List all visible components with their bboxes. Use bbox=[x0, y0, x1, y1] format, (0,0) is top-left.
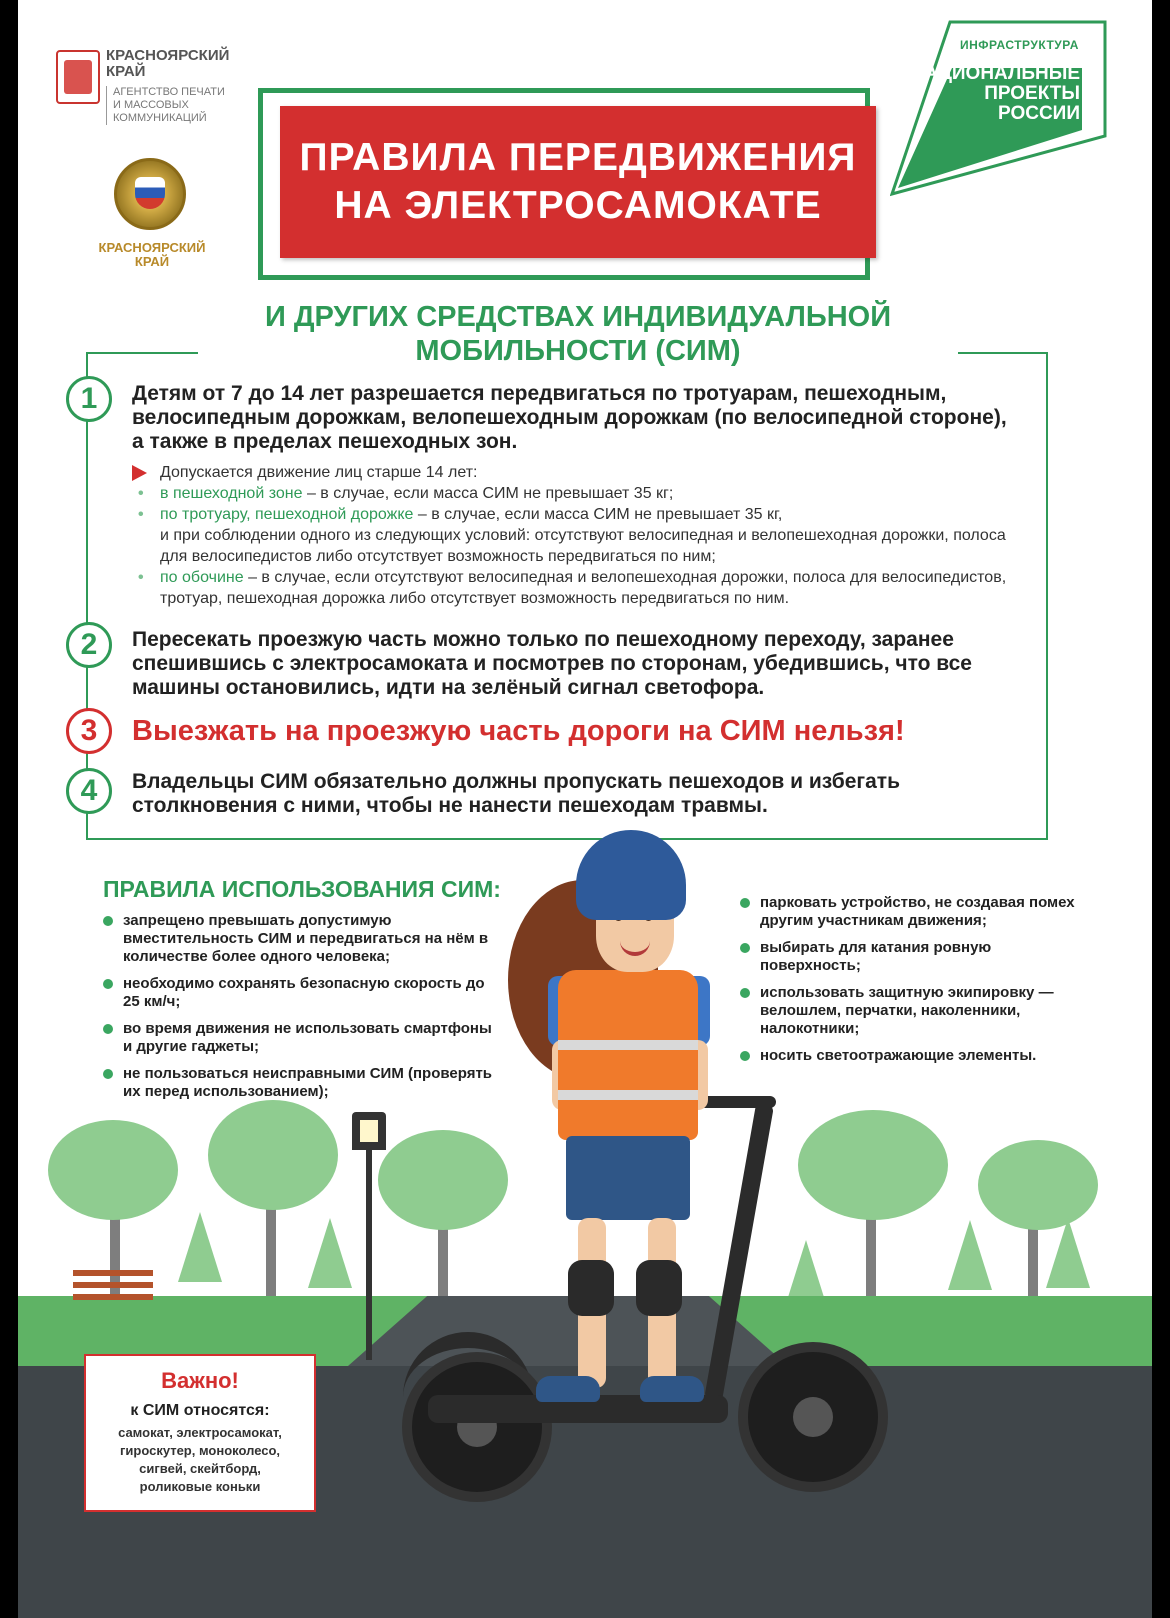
police-emblem bbox=[92, 158, 212, 273]
important-list: самокат, электросамокат, гироскутер, моноколесо, сигвей, скейтборд, роликовые коньки bbox=[118, 1425, 282, 1494]
tree-icon bbox=[978, 1140, 1098, 1230]
sub-rule-item: • по тротуару, пешеходной дорожке – в случае, если масса СИМ не превышает 35 кг, bbox=[138, 506, 783, 523]
subtitle: И ДРУГИХ СРЕДСТВАХ ИНДИВИДУАЛЬНОЙ МОБИЛЬНОСТИ (СИМ) bbox=[198, 300, 958, 368]
rule-text-4: Владельцы СИМ обязательно должны пропускать пешеходов и избегать столкновения с ними, чтобы не нанести пешеходам травмы. bbox=[132, 770, 900, 817]
sub-rules bbox=[132, 462, 1032, 609]
important-box bbox=[84, 1354, 316, 1512]
bullet-dot-icon bbox=[103, 916, 113, 926]
coat-of-arms-icon bbox=[56, 50, 100, 104]
main-title: ПРАВИЛА ПЕРЕДВИЖЕНИЯ НА ЭЛЕКТРОСАМОКАТЕ bbox=[299, 136, 857, 227]
knee-pad-icon bbox=[568, 1260, 614, 1316]
list-item: во время движения не использовать смартфоны и другие гаджеты; bbox=[103, 1020, 493, 1056]
important-subtitle: к СИМ относятся: bbox=[130, 1402, 270, 1419]
bullet-icon: • bbox=[138, 569, 144, 586]
knee-pad-icon bbox=[636, 1260, 682, 1316]
sub-rule-item: • по обочине – в случае, если отсутствуют велосипедная и велопешеходная дорожки, полоса для велосипедистов, тротуар, пешеходная дорожка либо отсутствует возможность передвигаться по ним. bbox=[138, 569, 1007, 607]
sub-rule-item: • в пешеходной зоне – в случае, если масса СИМ не превышает 35 кг; bbox=[138, 485, 674, 502]
lamp-glass bbox=[360, 1120, 378, 1142]
tree-icon bbox=[798, 1110, 948, 1220]
tree-icon bbox=[48, 1120, 178, 1220]
bullet-dot-icon bbox=[103, 1024, 113, 1034]
rule-number-4: 4 bbox=[66, 768, 112, 814]
rule-number-2: 2 bbox=[66, 622, 112, 668]
important-title: Важно! bbox=[161, 1368, 239, 1393]
national-projects-label: ИНФРАСТРУКТУРА bbox=[960, 38, 1079, 52]
shoe-icon bbox=[640, 1376, 704, 1402]
triangle-marker-icon bbox=[132, 465, 147, 481]
national-projects-text: НАЦИОНАЛЬНЫЕ ПРОЕКТЫ РОССИИ bbox=[910, 63, 1080, 124]
tree-icon bbox=[208, 1100, 338, 1210]
girl-shorts bbox=[566, 1136, 690, 1220]
pine-tree-icon bbox=[178, 1212, 222, 1282]
sub-rule-extra: и при соблюдении одного из следующих условий: отсутствуют велосипедная и велопешеходная дорожки, полоса для велосипедистов либо отсутствует возможность передвигаться по ним; bbox=[160, 527, 1006, 565]
tree-icon bbox=[378, 1130, 508, 1230]
rule-text-3: Выезжать на проезжую часть дороги на СИМ нельзя! bbox=[132, 715, 905, 747]
list-item: запрещено превышать допустимую вместительность СИМ и передвигаться на нём в количестве более одного человека; bbox=[103, 912, 493, 966]
org-logo bbox=[56, 46, 276, 136]
street-lamp-post bbox=[366, 1120, 372, 1360]
list-item: необходимо сохранять безопасную скорость до 25 км/ч; bbox=[103, 975, 493, 1011]
pine-tree-icon bbox=[308, 1218, 352, 1288]
police-emblem-label: КРАСНОЯРСКИЙ КРАЙ bbox=[98, 240, 206, 269]
rule-text-1: Детям от 7 до 14 лет разрешается передвигаться по тротуарам, пешеходным, велосипедным дорожкам, велопешеходным дорожкам (по велосипедной стороне), а также в пределах пешеходных зон. bbox=[132, 382, 1007, 453]
list-item: выбирать для катания ровную поверхность; bbox=[740, 939, 1080, 975]
bullet-dot-icon bbox=[740, 988, 750, 998]
bullet-icon: • bbox=[138, 485, 144, 502]
sub-rules-head: Допускается движение лиц старше 14 лет: bbox=[132, 462, 1032, 483]
poster bbox=[18, 0, 1152, 1618]
title-box bbox=[280, 106, 876, 258]
bullet-dot-icon bbox=[740, 898, 750, 908]
list-item: использовать защитную экипировку — велошлем, перчатки, наколенники, налокотники; bbox=[740, 984, 1080, 1038]
org-subtitle: АГЕНТСТВО ПЕЧАТИ И МАССОВЫХ КОММУНИКАЦИЙ bbox=[106, 86, 225, 125]
sim-rules-left bbox=[103, 912, 493, 1110]
reflective-vest-icon bbox=[558, 970, 698, 1140]
list-item: не пользоваться неисправными СИМ (проверять их перед использованием); bbox=[103, 1065, 493, 1101]
bullet-dot-icon bbox=[103, 979, 113, 989]
rule-number-1: 1 bbox=[66, 376, 112, 422]
bench-icon bbox=[73, 1270, 153, 1310]
bullet-dot-icon bbox=[740, 1051, 750, 1061]
rule-text-2: Пересекать проезжую часть можно только по пешеходному переходу, заранее спешившись с электросамоката и посмотрев по сторонам, убедившись, что все машины остановились, идти на зелёный сигнал светофора. bbox=[132, 628, 972, 699]
sim-rules-right bbox=[740, 894, 1080, 1074]
bullet-dot-icon bbox=[740, 943, 750, 953]
list-item: парковать устройство, не создавая помех другим участникам движения; bbox=[740, 894, 1080, 930]
bullet-dot-icon bbox=[103, 1069, 113, 1079]
helmet-icon bbox=[576, 830, 686, 920]
pine-tree-icon bbox=[948, 1220, 992, 1290]
sim-rules-heading: ПРАВИЛА ИСПОЛЬЗОВАНИЯ СИМ: bbox=[103, 876, 501, 902]
traffic-police-emblem-icon bbox=[114, 158, 186, 230]
pine-tree-icon bbox=[1046, 1218, 1090, 1288]
org-name: КРАСНОЯРСКИЙ КРАЙ bbox=[106, 47, 230, 80]
shoe-icon bbox=[536, 1376, 600, 1402]
national-projects-badge bbox=[890, 18, 1120, 203]
bullet-icon: • bbox=[138, 506, 144, 523]
list-item: носить светоотражающие элементы. bbox=[740, 1047, 1080, 1065]
rule-number-3: 3 bbox=[66, 708, 112, 754]
